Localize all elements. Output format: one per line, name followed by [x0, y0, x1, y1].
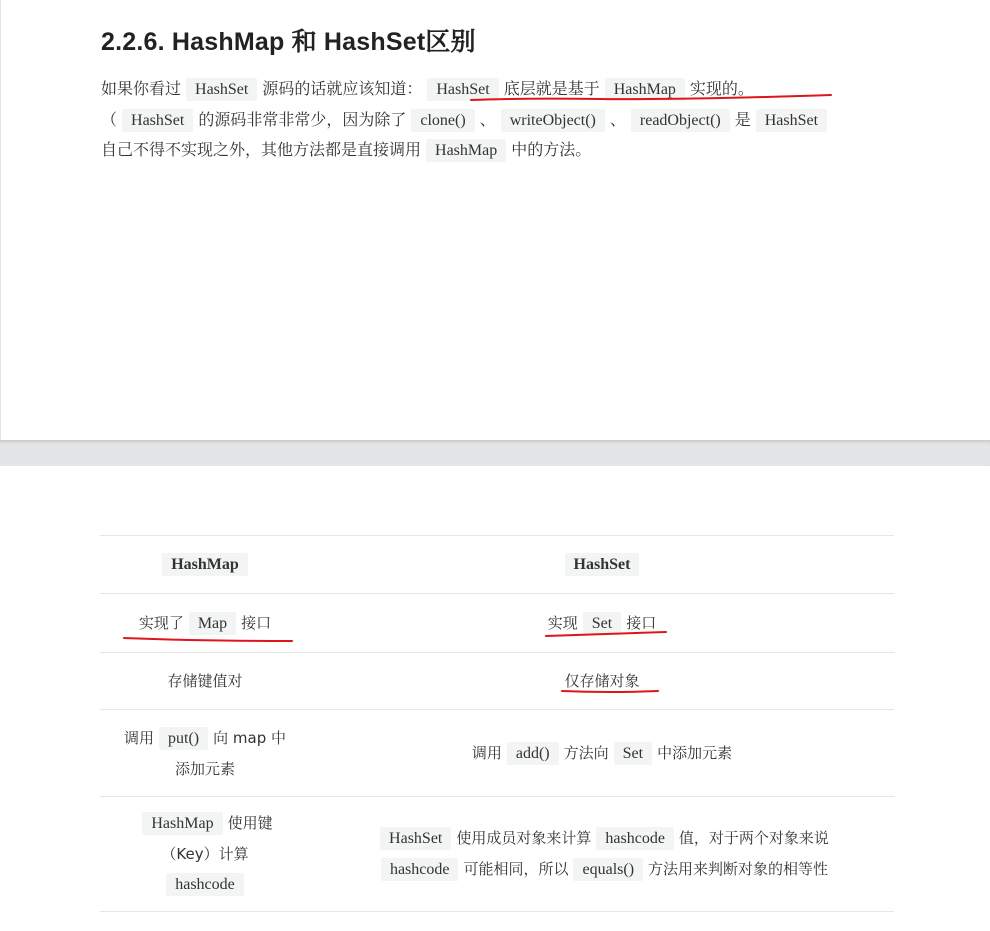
- cell-text: 使用成员对象来计算: [456, 829, 592, 847]
- inline-code-hashset: HashSet: [756, 109, 827, 132]
- inline-code-put: put(): [159, 727, 208, 750]
- cell-text: 接口: [241, 613, 272, 632]
- cell-text: 可能相同，所以: [463, 860, 569, 878]
- inline-code-readobject: readObject(): [631, 109, 730, 132]
- text-span: 自己不得不实现之外，其他方法都是直接调用: [101, 140, 422, 159]
- text-span: 、: [479, 109, 496, 129]
- table-row: [100, 653, 894, 710]
- cell-text: 调用: [471, 743, 502, 762]
- inline-code-hashcode: hashcode: [381, 858, 459, 881]
- intro-paragraph: [101, 74, 901, 166]
- cell-wrap: [375, 823, 829, 885]
- cell-wrap: [137, 808, 272, 900]
- table-cell: [100, 797, 310, 912]
- text-span: 如果你看过: [101, 79, 182, 98]
- cell-text: 向 map 中: [213, 728, 286, 747]
- table-cell: [100, 710, 310, 797]
- table-cell: [310, 710, 894, 797]
- text-span: 源码的话就应该知道：: [262, 79, 423, 98]
- cell-text: 添加元素: [174, 759, 235, 778]
- document-page-2: [0, 466, 990, 931]
- text-span: 、: [609, 109, 626, 129]
- inline-code-hashcode: hashcode: [596, 827, 674, 850]
- inline-code-equals: equals(): [573, 858, 643, 881]
- text-span: 中的方法。: [511, 140, 592, 159]
- table-header-row: [100, 536, 894, 594]
- cell-text: （Key）计算: [161, 845, 249, 863]
- table-row: [100, 594, 894, 653]
- inline-code-hashcode: hashcode: [166, 873, 244, 896]
- comparison-table: [100, 535, 894, 912]
- inline-code-set: Set: [614, 742, 652, 765]
- cell-text: 实现了: [138, 613, 184, 632]
- cell-text: 接口: [626, 613, 657, 632]
- red-annotation-layer: [1, 0, 990, 440]
- cell-text: 调用: [124, 728, 155, 747]
- cell-text: 实现: [547, 613, 578, 632]
- table-cell: [310, 797, 894, 912]
- table-cell: [100, 594, 310, 653]
- document-page-1: [0, 0, 990, 440]
- cell-text: 使用键: [227, 814, 273, 832]
- cell-wrap: [124, 723, 286, 784]
- page-separator: [0, 440, 990, 466]
- inline-code-writeobject: writeObject(): [501, 109, 605, 132]
- inline-code-hashset: HashSet: [186, 78, 257, 101]
- cell-text: 存储键值对: [167, 672, 243, 690]
- table-cell: [100, 653, 310, 710]
- inline-code-set: Set: [583, 612, 621, 635]
- inline-code-hashmap: HashMap: [426, 139, 506, 162]
- cell-text: 方法向: [563, 743, 609, 762]
- inline-code-map: Map: [189, 612, 236, 635]
- header-code: HashSet: [565, 553, 640, 576]
- text-span: 的源码非常非常少，因为除了: [198, 109, 407, 129]
- inline-code-hashmap: HashMap: [605, 78, 685, 101]
- paragraph-line-3: [101, 135, 901, 166]
- cell-text: 中添加元素: [657, 743, 733, 762]
- inline-code-hashset: HashSet: [380, 827, 451, 850]
- column-header-hashmap: [100, 536, 310, 594]
- paragraph-line-1: [101, 74, 901, 105]
- cell-text: 仅存储对象: [564, 672, 640, 690]
- text-span: 是: [734, 109, 751, 129]
- paragraph-line-2: [101, 105, 901, 136]
- text-span: 实现的。: [689, 79, 754, 98]
- inline-code-hashset: HashSet: [427, 78, 498, 101]
- text-span: （: [101, 109, 118, 129]
- inline-code-add: add(): [507, 742, 559, 765]
- header-code: HashMap: [162, 553, 248, 576]
- text-span: 底层就是基于: [503, 79, 600, 98]
- table-cell: [310, 594, 894, 653]
- table-row: [100, 710, 894, 797]
- cell-text: 方法用来判断对象的相等性: [648, 860, 829, 878]
- cell-text: 值，对于两个对象来说: [678, 829, 829, 847]
- table-cell: [310, 653, 894, 710]
- table-row: [100, 797, 894, 912]
- section-heading: 2.2.6. HashMap 和 HashSet区别: [101, 28, 476, 56]
- inline-code-hashset: HashSet: [122, 109, 193, 132]
- inline-code-clone: clone(): [411, 109, 474, 132]
- column-header-hashset: [310, 536, 894, 594]
- inline-code-hashmap: HashMap: [142, 812, 222, 835]
